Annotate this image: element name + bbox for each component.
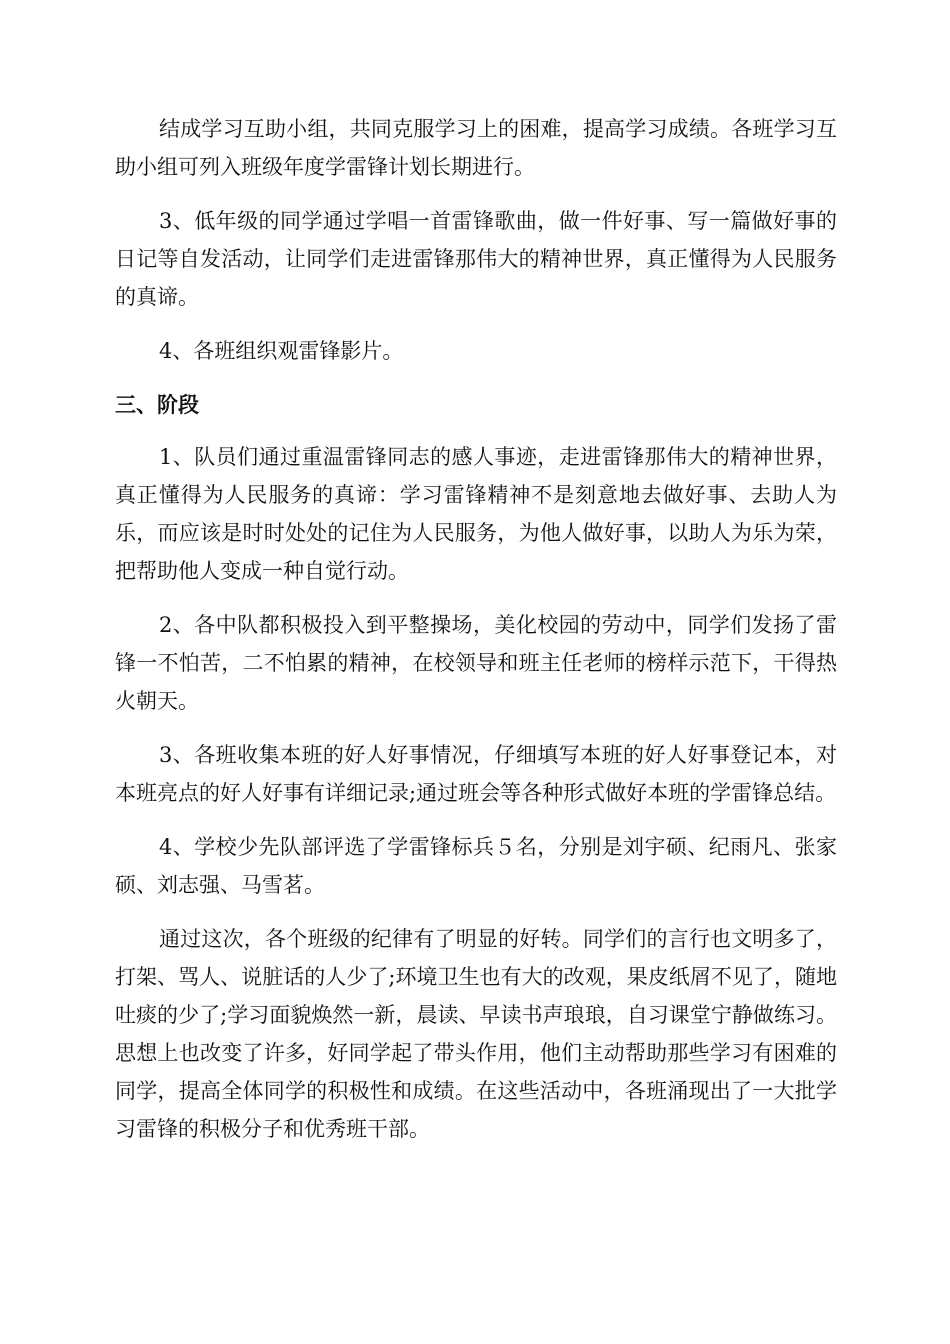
document-body <box>115 110 837 1164</box>
section-heading: 三、阶段 <box>115 393 199 417</box>
paragraph: 3、低年级的同学通过学唱一首雷锋歌曲，做一件好事、写一篇做好事的日记等自发活动，让同学们走进雷锋那伟大的精神世界，真正懂得为人民服务的真谛。 <box>115 209 837 309</box>
paragraph: 结成学习互助小组，共同克服学习上的困难，提高学习成绩。各班学习互助小组可列入班级年度学雷锋计划长期进行。 <box>115 117 837 179</box>
paragraph: 通过这次，各个班级的纪律有了明显的好转。同学们的言行也文明多了，打架、骂人、说脏话的人少了;环境卫生也有大的改观，果皮纸屑不见了，随地吐痰的少了;学习面貌焕然一新，晨读、早读书声琅琅，自习课堂宁静做练习。思想上也改变了许多，好同学起了带头作用，他们主动帮助那些学习有困难的同学，提高全体同学的积极性和成绩。在这些活动中，各班涌现出了一大批学习雷锋的积极分子和优秀班干部。 <box>115 927 837 1141</box>
paragraph: 4、学校少先队部评选了学雷锋标兵５名，分别是刘宇硕、纪雨凡、张家硕、刘志强、马雪茗。 <box>115 835 837 897</box>
paragraph: 1、队员们通过重温雷锋同志的感人事迹，走进雷锋那伟大的精神世界，真正懂得为人民服务的真谛：学习雷锋精神不是刻意地去做好事、去助人为乐，而应该是时时处处的记住为人民服务，为他人做好事，以助人为乐为荣，把帮助他人变成一种自觉行动。 <box>115 445 837 583</box>
paragraph: 3、各班收集本班的好人好事情况，仔细填写本班的好人好事登记本，对本班亮点的好人好事有详细记录;通过班会等各种形式做好本班的学雷锋总结。 <box>115 743 837 805</box>
paragraph: 4、各班组织观雷锋影片。 <box>159 339 404 363</box>
paragraph: 2、各中队都积极投入到平整操场，美化校园的劳动中，同学们发扬了雷锋一不怕苦，二不怕累的精神，在校领导和班主任老师的榜样示范下，干得热火朝天。 <box>115 613 837 713</box>
